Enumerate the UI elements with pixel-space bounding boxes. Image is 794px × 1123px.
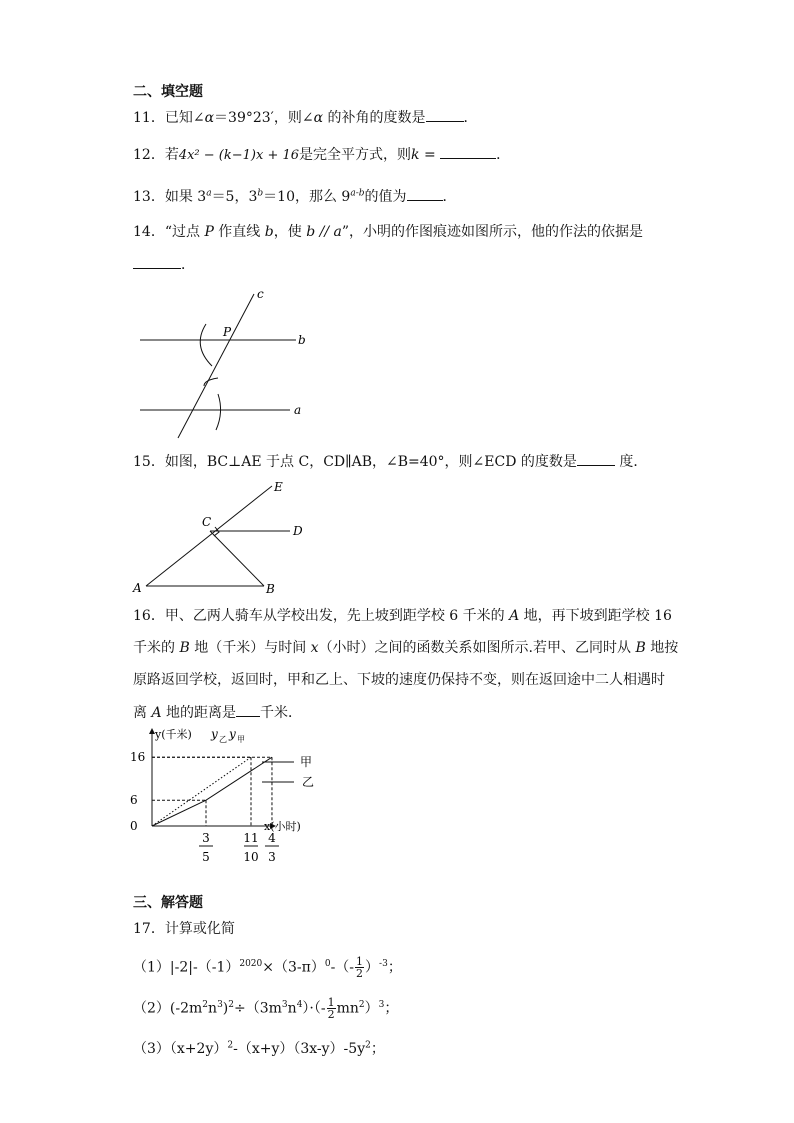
q17-p2-frac-num: 1 [327,996,335,1009]
question-12 [133,144,510,166]
q14-text4: ”，小明的作图痕迹如图所示，他的作法的依据是 [341,224,643,240]
q17-p2-fraction [327,997,336,1020]
q16-point-b: B [179,640,190,656]
q17-p1-sup3: -3 [379,958,388,969]
q17-p3-c: ； [370,1041,385,1057]
question-17-part2 [133,997,398,1020]
series-label-jia: y [229,727,236,741]
q17-p2-frac-den: 2 [327,1008,335,1021]
q17-p3-s1: 2 [227,1040,234,1051]
q17-p1-a: （1）|-2|-（-1） [133,959,240,976]
q11-text: 已知∠ [164,110,205,126]
x-tick-num-2: 4 [268,831,276,845]
q17-p1-e: ； [387,959,402,976]
figure-14-parallel-construction [120,282,320,442]
q17-p1-fraction [355,956,364,979]
q17-p2-a: （2）(-2m [133,1000,203,1017]
question-15 [133,451,647,472]
q16-text2: 千米的 [133,640,180,656]
label-a: A [133,581,142,595]
y-tick-label-16: 16 [130,750,146,765]
question-17-part1 [133,956,402,979]
q14-end: ． [181,257,195,273]
series-line-yi [152,757,251,826]
label-c: C [202,515,212,529]
q16-var-x: x [310,640,319,656]
question-16-line3: 原路返回学校，返回时，甲和乙上、下坡的速度仍保持不变，则在返回途中二人相遇时 [133,672,665,688]
q12-expression: 4x² − (k−1)x + 16 [178,148,300,163]
series-label-yi-sub: 乙 [219,735,227,744]
question-16-line1 [133,606,672,626]
q12-text: 若 [164,147,179,163]
q13-end: ． [442,189,457,205]
q17-p1-sup1: 2020 [239,958,263,969]
q17-p3-s2: 2 [365,1040,371,1051]
q14-text3: ，使 [273,224,307,240]
series-line-jia [152,757,272,826]
q15-text: 如图，BC⊥AE 于点 C，CD∥AB，∠B=40°，则∠ECD 的度数是 [164,454,577,470]
q14-parallel: b // a [306,224,342,240]
q16-text1: 16．甲、乙两人骑车从学校出发，先上坡到距学校 6 千米的 [133,608,510,624]
q17-p2-s4: 3 [281,999,288,1010]
q17-p1-frac-den: 2 [356,967,364,980]
q13-text4: 的值为 [364,189,407,205]
q16-text4c: 千米． [260,705,303,721]
arc-at-a [216,394,221,430]
q17-p1-frac-num: 1 [356,955,364,968]
label-d: D [293,524,303,538]
legend-label-jia: 甲 [300,755,313,769]
x-tick-den-1: 10 [243,850,259,864]
q13-sup-b: b [257,188,264,199]
q16-answer-blank[interactable] [236,702,260,717]
label-b: B [266,582,275,596]
q16-point-a2: A [151,705,162,721]
q13-sup-a: a [206,188,212,199]
q17-p2-b: n [208,1000,218,1017]
q14-text2: 作直线 [213,224,265,240]
q11-var2: α [313,110,324,126]
figure-15-triangle [128,476,328,600]
x-axis-label: x(小时) [264,820,301,833]
q14-text: “过点 [164,224,205,240]
q15-end: 度． [614,454,648,470]
q15-answer-blank[interactable] [577,451,615,466]
section-title-answer: 三、解答题 [133,895,203,911]
y-tick-label-0: 0 [130,819,138,833]
q13-number: 13． [133,189,165,205]
question-16-line2 [133,638,678,658]
q11-var: α [204,110,215,126]
q16-text2c: （小时）之间的函数关系如图所示.若甲、乙同时从 [318,640,636,656]
q17-p2-s2: 3 [217,999,223,1010]
line-cb [210,531,264,586]
chart-distance-time [120,724,340,870]
q13-answer-blank[interactable] [407,186,443,201]
question-14-line2 [133,254,195,275]
q17-p2-s7: 3 [378,999,385,1010]
q17-p1-sup2: 0 [324,958,331,969]
question-17-part3 [133,1039,385,1059]
label-c: c [257,287,264,301]
label-a: a [294,403,302,417]
q11-number: 11． [133,110,165,126]
q12-var: k [411,147,420,163]
q16-text1b: 地，再下坡到距学校 16 [519,608,672,624]
section-title-fill-blank: 二、填空题 [133,84,203,100]
x-tick-num-1: 11 [243,831,259,845]
series-label-yi: y [211,727,218,741]
series-label-jia-sub: 甲 [237,735,245,744]
q12-end: ． [496,147,511,163]
question-11 [133,107,478,128]
q17-p3-a: （3）（x+2y） [133,1041,228,1057]
q11-end: ． [463,110,478,126]
q14-number: 14． [133,224,165,240]
q17-p3-b: -（x+y）（3x-y）-5y [233,1041,366,1057]
question-16-line4 [133,702,302,723]
q17-p2-i: ； [384,1000,399,1017]
label-e: E [274,480,283,494]
q17-p2-e: n [287,1000,297,1017]
q16-text2b: 地（千米）与时间 [189,640,311,656]
q13-text2: ＝5，3 [211,189,258,205]
x-tick-den-2: 3 [268,850,276,864]
label-b: b [298,333,306,347]
q12-eq: = [419,147,441,163]
line-c [178,294,254,438]
q17-p2-s3: 2 [228,999,234,1010]
q17-p2-g: mn [336,1000,359,1017]
legend-label-yi: 乙 [302,775,315,789]
x-tick-num-0: 3 [202,831,210,845]
y-tick-label-6: 6 [130,793,138,808]
q14-point-p: P [204,224,214,240]
q11-text2: ＝39°23′，则∠ [214,110,314,126]
q13-text3: ＝10，那么 9 [263,189,351,205]
q12-answer-blank[interactable] [440,144,496,159]
label-p: P [223,325,232,339]
q16-text4b: 地的距离是 [161,705,237,721]
q13-text: 如果 3 [164,189,207,205]
q15-number: 15． [133,454,165,470]
question-17-title: 17．计算或化简 [133,921,235,937]
q16-point-b2: B [635,640,646,656]
x-tick-den-0: 5 [202,850,210,864]
q17-p2-s5: 4 [296,999,303,1010]
q16-point-a: A [509,608,520,624]
q17-p1-c: -（- [330,959,355,976]
y-axis-label: y(千米) [155,728,192,741]
q12-text2: 是完全平方式，则 [299,147,412,163]
q17-p2-h: ） [364,1000,379,1017]
arc-at-p [200,324,212,366]
q11-answer-blank[interactable] [426,107,464,122]
q17-p2-c: ) [222,1000,229,1017]
q16-text4: 离 [133,705,152,721]
q17-p2-s1: 2 [202,999,209,1010]
q17-p2-d: ÷（3m [234,1000,282,1017]
line-ae [146,486,272,586]
question-14 [133,222,643,242]
q14-answer-blank[interactable] [133,254,181,269]
question-13 [133,186,457,207]
q16-text2d: 地按 [645,640,679,656]
q17-p2-s6: 2 [358,999,365,1010]
q12-number: 12． [133,147,165,163]
q17-p2-f: ）·（- [302,1000,326,1017]
q17-p1-d: ） [365,959,380,976]
q13-sup-ab: a-b [350,188,365,199]
q11-text3: 的补角的度数是 [323,110,426,126]
q14-line-b: b [264,224,274,240]
q17-p1-b: ×（3-π） [262,959,325,976]
